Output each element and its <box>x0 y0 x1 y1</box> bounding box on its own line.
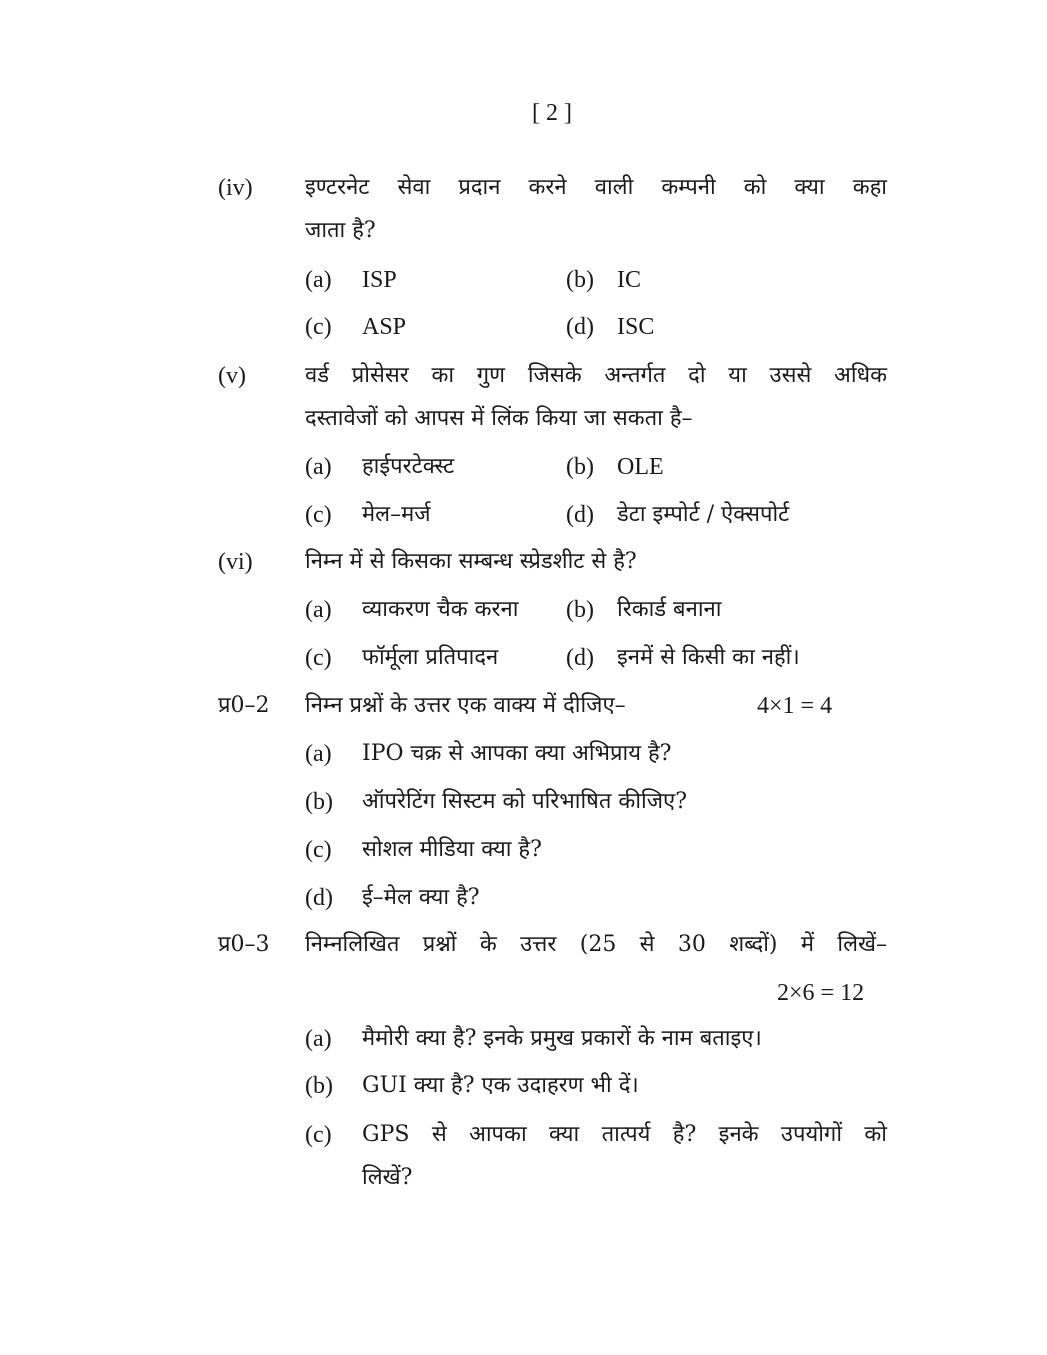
question-v-text-line2: दस्तावेजों को आपस में लिंक किया जा सकता है– <box>305 406 693 431</box>
option-text: हाईपरटेक्स्ट <box>362 454 455 479</box>
question-2-marks: 4×1 = 4 <box>757 693 833 719</box>
option-label: (a) <box>305 267 332 293</box>
question-iv-text-line2: जाता है? <box>305 218 376 243</box>
option-text: डेटा इम्पोर्ट / ऐक्सपोर्ट <box>617 502 790 527</box>
question-v-text-line1: वर्ड प्रोसेसर का गुण जिसके अन्तर्गत दो या उससे अधिक <box>305 363 887 388</box>
option-text: ASP <box>362 314 407 340</box>
item-text-line1: GPS से आपका क्या तात्पर्य है? इनके उपयोगों को <box>362 1122 887 1147</box>
option-text: व्याकरण चैक करना <box>362 597 519 622</box>
item-label: (d) <box>305 885 333 911</box>
option-label: (c) <box>305 314 332 340</box>
option-label: (c) <box>305 502 332 528</box>
item-label: (b) <box>305 1073 333 1099</box>
question-2-instruction: निम्न प्रश्नों के उत्तर एक वाक्य में दीजिए– <box>305 693 626 718</box>
item-text: सोशल मीडिया क्या है? <box>362 837 542 862</box>
page-number: [ 2 ] <box>532 100 572 126</box>
item-text: मैमोरी क्या है? इनके प्रमुख प्रकारों के नाम बताइए। <box>362 1026 762 1051</box>
item-text: GUI क्या है? एक उदाहरण भी दें। <box>362 1073 639 1098</box>
option-text: ISP <box>362 267 397 293</box>
option-text: मेल–मर्ज <box>362 502 431 527</box>
option-text: IC <box>617 267 641 293</box>
question-3-instruction: निम्नलिखित प्रश्नों के उत्तर (25 से 30 शब्दों) में लिखें– <box>305 932 887 957</box>
item-label: (c) <box>305 1122 332 1148</box>
item-text: ऑपरेटिंग सिस्टम को परिभाषित कीजिए? <box>362 789 687 814</box>
option-text: इनमें से किसी का नहीं। <box>617 645 800 670</box>
question-number-v: (v) <box>218 363 246 389</box>
question-number-iv: (iv) <box>218 175 253 201</box>
item-label: (c) <box>305 837 332 863</box>
option-label: (a) <box>305 597 332 623</box>
option-text: फॉर्मूला प्रतिपादन <box>362 645 499 670</box>
item-text: ई–मेल क्या है? <box>362 885 480 910</box>
option-text: रिकार्ड बनाना <box>617 597 722 622</box>
item-text: IPO चक्र से आपका क्या अभिप्राय है? <box>362 741 672 766</box>
question-iv-text-line1: इण्टरनेट सेवा प्रदान करने वाली कम्पनी को क्या कहा <box>305 175 887 200</box>
question-number-2: प्र0–2 <box>218 693 270 718</box>
option-label: (d) <box>566 645 594 671</box>
option-label: (a) <box>305 454 332 480</box>
question-vi-text: निम्न में से किसका सम्बन्ध स्प्रेडशीट से है? <box>305 549 637 574</box>
question-number-3: प्र0–3 <box>218 932 270 957</box>
item-text-line2: लिखें? <box>362 1165 413 1190</box>
option-text: ISC <box>617 314 655 340</box>
question-3-marks: 2×6 = 12 <box>777 980 865 1006</box>
item-label: (b) <box>305 789 333 815</box>
option-label: (c) <box>305 645 332 671</box>
option-text: OLE <box>617 454 664 480</box>
option-label: (b) <box>566 597 594 623</box>
item-label: (a) <box>305 741 332 767</box>
option-label: (b) <box>566 454 594 480</box>
question-number-vi: (vi) <box>218 549 253 575</box>
option-label: (d) <box>566 502 594 528</box>
option-label: (b) <box>566 267 594 293</box>
option-label: (d) <box>566 314 594 340</box>
item-label: (a) <box>305 1026 332 1052</box>
